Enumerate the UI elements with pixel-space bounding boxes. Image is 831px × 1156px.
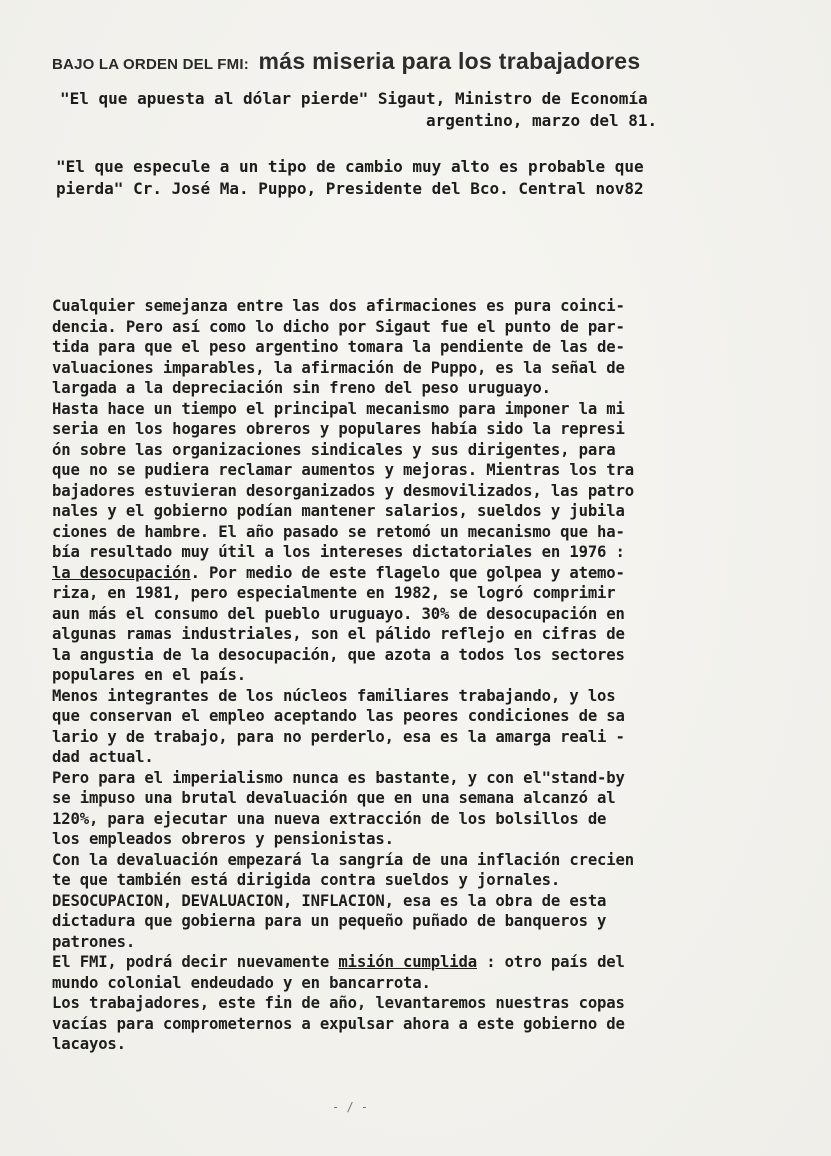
body-line: Los trabajadores, este fin de año, levantaremos nuestras copas bbox=[52, 994, 625, 1012]
body-line: Cualquier semejanza entre las dos afirmaciones es pura coinci- bbox=[52, 297, 625, 315]
body-line: DESOCUPACION, DEVALUACION, INFLACION, esa es la obra de esta bbox=[52, 891, 607, 910]
body-line: Pero para el imperialismo nunca es bastante, y con el"stand-by bbox=[52, 768, 625, 787]
body-line: dad actual. bbox=[52, 748, 154, 766]
heading-lead: BAJO LA ORDEN DEL FMI: bbox=[52, 56, 249, 73]
body-line: Con la devaluación empezará la sangría de una inflación crecien bbox=[52, 850, 635, 869]
body-line: bía resultado muy útil a los intereses dictatoriales en 1976 : bbox=[52, 543, 625, 561]
quote-puppo-line1: "El que especule a un tipo de cambio muy alto es probable que bbox=[56, 157, 644, 176]
body-line: valuaciones imparables, la afirmación de Puppo, es la señal de bbox=[52, 358, 625, 377]
page-number: - / - bbox=[332, 1100, 369, 1114]
body-line: te que también está dirigida contra sueldos y jornales. bbox=[52, 871, 561, 889]
document-heading bbox=[52, 46, 782, 80]
body-line: ciones de hambre. El año pasado se retomó un mecanismo que ha- bbox=[52, 522, 625, 541]
body-line: patrones. bbox=[52, 932, 136, 951]
body-line: riza, en 1981, pero especialmente en 1982, se logró comprimir bbox=[52, 584, 616, 602]
body-line: algunas ramas industriales, son el pálido reflejo en cifras de bbox=[52, 625, 625, 643]
body-line: la angustia de la desocupación, que azota a todos los sectores bbox=[52, 645, 625, 664]
body-line: populares en el país. bbox=[52, 666, 247, 684]
body-line: Menos integrantes de los núcleos familiares trabajando, y los bbox=[52, 686, 616, 705]
body-line: aun más el consumo del pueblo uruguayo. 30% de desocupación en bbox=[52, 604, 625, 623]
body-line: se impuso una brutal devaluación que en una semana alcanzó al bbox=[52, 789, 616, 807]
body-line: vacías para comprometernos a expulsar ahora a este gobierno de bbox=[52, 1014, 625, 1033]
body-line: que conservan el empleo aceptando las peores condiciones de sa bbox=[52, 707, 625, 725]
body-line: tida para que el peso argentino tomara la pendiente de las de- bbox=[52, 338, 625, 356]
body-line: dictadura que gobierna para un pequeño puñado de banqueros y bbox=[52, 912, 607, 930]
body-line: largada a la depreciación sin freno del peso uruguayo. bbox=[52, 379, 551, 397]
body-line: ón sobre las organizaciones sindicales y sus dirigentes, para bbox=[52, 440, 616, 459]
body-line: lacayos. bbox=[52, 1035, 126, 1053]
quote-sigaut-line2: argentino, marzo del 81. bbox=[426, 111, 658, 130]
heading-main: más miseria para los trabajadores bbox=[258, 48, 641, 74]
body-line: El FMI, podrá decir nuevamente misión cumplida : otro país del bbox=[52, 953, 625, 971]
quote-puppo bbox=[56, 156, 776, 200]
quote-sigaut-line1: "El que apuesta al dólar pierde" Sigaut, Ministro de Economía bbox=[60, 89, 648, 108]
body-line: 120%, para ejecutar una nueva extracción de los bolsillos de bbox=[52, 809, 607, 828]
body-line: dencia. Pero así como lo dicho por Sigaut fue el punto de par- bbox=[52, 317, 625, 336]
quote-sigaut bbox=[60, 88, 780, 132]
body-line: lario y de trabajo, para no perderlo, esa es la amarga reali - bbox=[52, 727, 625, 746]
body-line: mundo colonial endeudado y en bancarrota. bbox=[52, 973, 431, 992]
body-line: la desocupación. Por medio de este flagelo que golpea y atemo- bbox=[52, 563, 625, 582]
body-text bbox=[52, 296, 762, 1055]
body-line: Hasta hace un tiempo el principal mecanismo para imponer la mi bbox=[52, 399, 625, 418]
body-line: los empleados obreros y pensionistas. bbox=[52, 830, 394, 848]
quote-puppo-line2: pierda" Cr. José Ma. Puppo, Presidente del Bco. Central nov82 bbox=[56, 179, 644, 198]
body-line: bajadores estuvieran desorganizados y desmovilizados, las patro bbox=[52, 481, 635, 500]
body-line: seria en los hogares obreros y populares había sido la represi bbox=[52, 420, 625, 438]
body-line: nales y el gobierno podían mantener salarios, sueldos y jubila bbox=[52, 502, 625, 520]
body-line: que no se pudiera reclamar aumentos y mejoras. Mientras los tra bbox=[52, 461, 635, 479]
